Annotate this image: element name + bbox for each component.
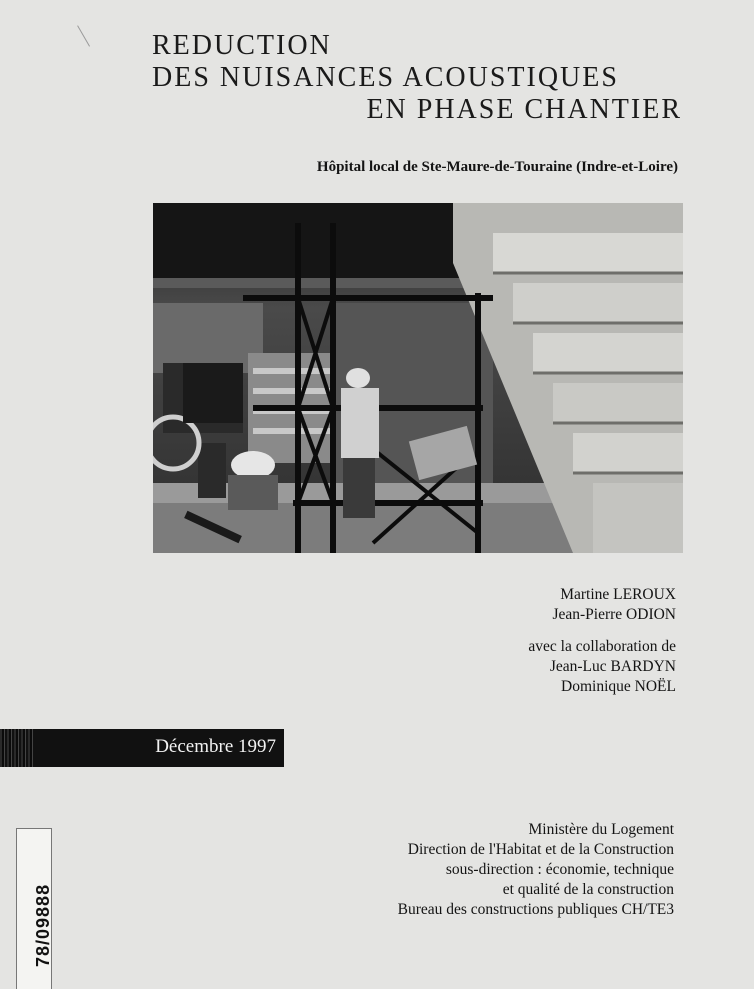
ministry-block [398,820,674,920]
call-number: 78/09888 [33,883,53,967]
author-name: Jean-Pierre ODION [552,606,676,623]
title-line-3: EN PHASE CHANTIER [366,94,682,125]
date-band [0,729,284,767]
ministry-line: sous-direction : économie, technique [445,861,674,878]
collaborator-name: Jean-Luc BARDYN [549,658,676,675]
library-call-number-label [16,828,52,989]
ministry-line: Ministère du Logement [528,821,674,838]
title-line-1: REDUCTION [152,30,332,61]
publication-date: Décembre 1997 [155,736,276,757]
ministry-line: Bureau des constructions publiques CH/TE3 [397,901,674,918]
document-title [152,30,682,126]
author-name: Martine LEROUX [560,586,676,603]
scan-scratch-mark [77,17,104,46]
collaboration-label: avec la collaboration de [528,638,676,655]
scan-edge-artifact [0,729,34,767]
collaborator-name: Dominique NOËL [561,678,676,695]
ministry-line: Direction de l'Habitat et de la Construction [407,841,674,858]
construction-site-photo [153,203,683,553]
authors-block [528,585,676,697]
ministry-line: et qualité de la construction [502,881,674,898]
title-line-2: DES NUISANCES ACOUSTIQUES [152,62,619,93]
document-subtitle: Hôpital local de Ste-Maure-de-Touraine (Indre-et-Loire) [316,159,678,175]
